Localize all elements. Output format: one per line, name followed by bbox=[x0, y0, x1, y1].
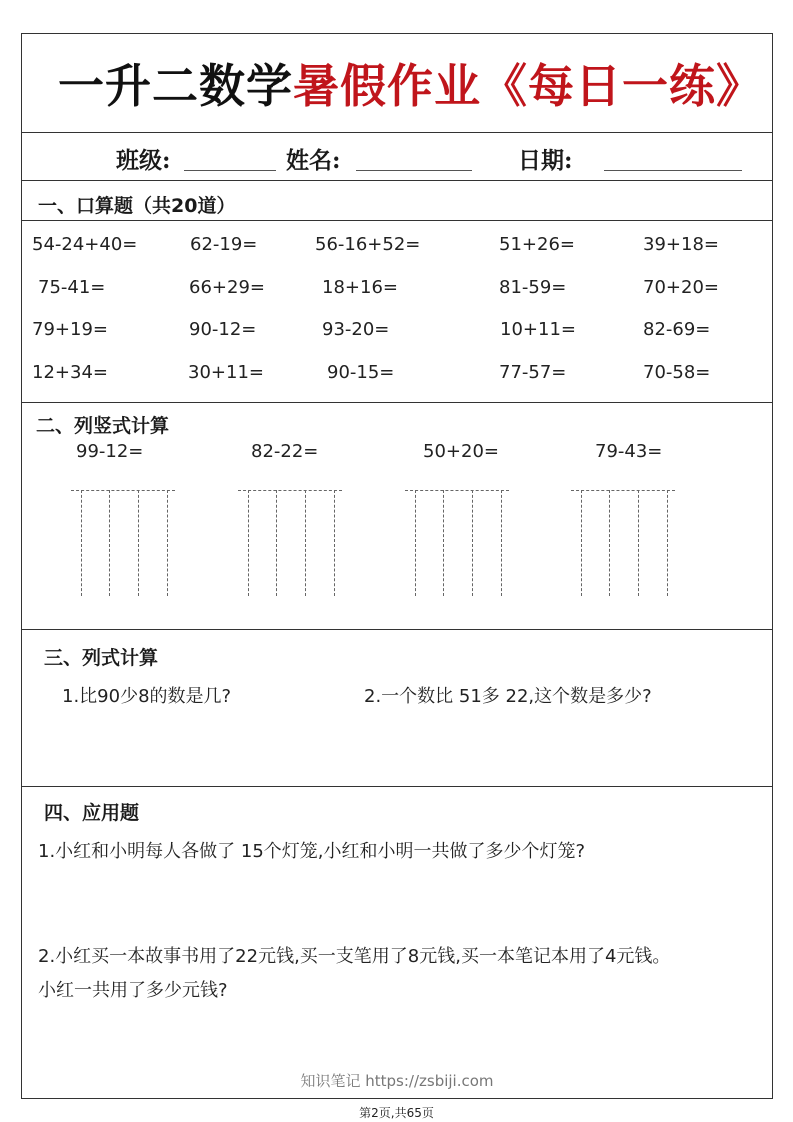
vertical-problem: 99-12= bbox=[76, 441, 144, 462]
calc-item: 62-19= bbox=[190, 234, 258, 255]
calc-item: 70-58= bbox=[643, 362, 711, 383]
calc-item: 93-20= bbox=[322, 319, 390, 340]
name-label: 姓名: bbox=[286, 147, 341, 174]
calc-item: 90-12= bbox=[189, 319, 257, 340]
vertical-problem: 50+20= bbox=[423, 441, 499, 462]
word-problem-2-line1: 2.小红买一本故事书用了22元钱,买一支笔用了8元钱,买一本笔记本用了4元钱。 bbox=[38, 946, 671, 967]
divider bbox=[22, 220, 772, 221]
calc-item: 79+19= bbox=[32, 319, 108, 340]
calc-item: 54-24+40= bbox=[32, 234, 138, 255]
date-blank[interactable] bbox=[604, 170, 742, 171]
class-blank[interactable] bbox=[184, 170, 276, 171]
title-part-red: 暑假作业《每日一练》 bbox=[293, 59, 763, 113]
calc-item: 12+34= bbox=[32, 362, 108, 383]
worksheet-title bbox=[58, 50, 763, 116]
calc-item: 56-16+52= bbox=[315, 234, 421, 255]
expression-question-2: 2.一个数比 51多 22,这个数是多少? bbox=[364, 686, 652, 707]
watermark: 知识笔记 https://zsbiji.com bbox=[300, 1072, 494, 1090]
calc-item: 51+26= bbox=[499, 234, 575, 255]
calc-item: 30+11= bbox=[188, 362, 264, 383]
section-word-problems-header: 四、应用题 bbox=[44, 802, 140, 824]
vertical-problem: 82-22= bbox=[251, 441, 319, 462]
calc-item: 77-57= bbox=[499, 362, 567, 383]
section-mental-math-header: 一、口算题（共20道） bbox=[38, 195, 236, 217]
name-blank[interactable] bbox=[356, 170, 472, 171]
calc-item: 82-69= bbox=[643, 319, 711, 340]
page-number: 第2页,共65页 bbox=[359, 1106, 434, 1120]
expression-question-1: 1.比90少8的数是几? bbox=[62, 686, 232, 707]
divider bbox=[22, 786, 772, 787]
calc-item: 39+18= bbox=[643, 234, 719, 255]
calc-item: 75-41= bbox=[38, 277, 106, 298]
title-part-black: 一升二数学 bbox=[58, 59, 293, 113]
section-vertical-calc-header: 二、列竖式计算 bbox=[36, 415, 170, 437]
vertical-calc-grid[interactable] bbox=[571, 490, 675, 596]
calc-item: 70+20= bbox=[643, 277, 719, 298]
word-problem-2-line2: 小红一共用了多少元钱? bbox=[38, 980, 228, 1001]
date-label: 日期: bbox=[518, 147, 573, 174]
calc-item: 81-59= bbox=[499, 277, 567, 298]
vertical-calc-grid[interactable] bbox=[405, 490, 509, 596]
title-row bbox=[22, 34, 772, 133]
section-expression-calc-header: 三、列式计算 bbox=[44, 647, 159, 669]
calc-item: 10+11= bbox=[500, 319, 576, 340]
class-label: 班级: bbox=[116, 147, 171, 174]
divider bbox=[22, 629, 772, 630]
calc-item: 18+16= bbox=[322, 277, 398, 298]
calc-item: 66+29= bbox=[189, 277, 265, 298]
vertical-problem: 79-43= bbox=[595, 441, 663, 462]
word-problem-1: 1.小红和小明每人各做了 15个灯笼,小红和小明一共做了多少个灯笼? bbox=[38, 841, 586, 862]
worksheet bbox=[21, 33, 773, 1099]
divider bbox=[22, 402, 772, 403]
vertical-calc-grid[interactable] bbox=[71, 490, 175, 596]
calc-item: 90-15= bbox=[327, 362, 395, 383]
student-info-row bbox=[22, 132, 772, 181]
vertical-calc-grid[interactable] bbox=[238, 490, 342, 596]
